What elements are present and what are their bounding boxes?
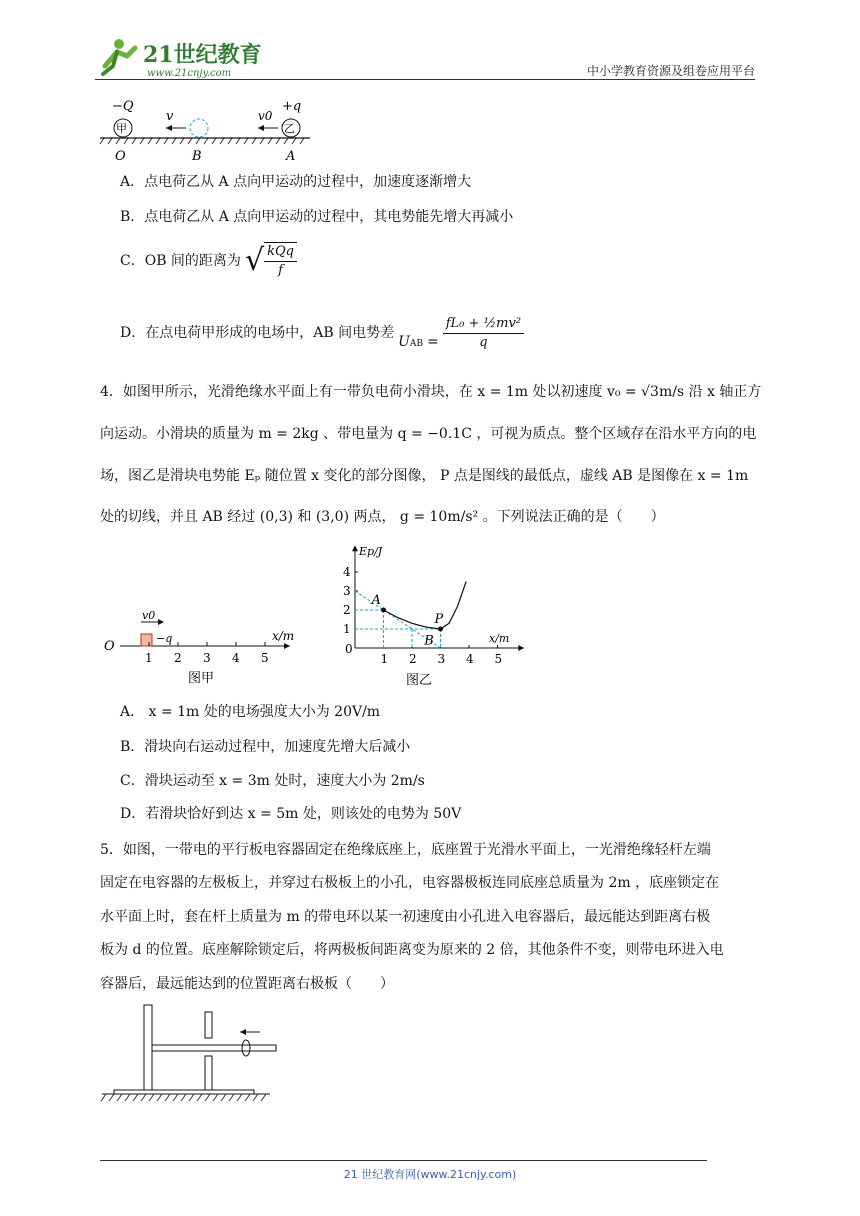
fraction-numerator: fL₀ + ½mv² — [443, 315, 524, 334]
ground-hatch — [133, 1094, 138, 1101]
label-x: x/m — [272, 629, 295, 643]
ground-hatch — [237, 1094, 242, 1101]
ground-hatch — [141, 1094, 146, 1101]
charge-dashed — [190, 119, 208, 137]
ground-hatch — [229, 1094, 234, 1101]
logo-title: 21世纪教育 — [143, 42, 262, 68]
tick-label: 2 — [174, 651, 182, 665]
ground-hatch — [261, 1094, 266, 1101]
runner-logo-icon — [103, 39, 135, 74]
ground-hatch — [221, 1094, 226, 1101]
x-tick-label: 1 — [380, 652, 389, 666]
x-axis-arrow-icon — [518, 645, 524, 651]
q4-line-3: 场，图乙是滑块电势能 Eₚ 随位置 x 变化的部分图像， P 点是图线的最低点，虚线 AB 是图像在 x = 1m — [100, 468, 749, 484]
label-b: B — [424, 633, 434, 649]
ground-hatch — [125, 1094, 130, 1101]
q4-line-2: 向运动。小滑块的质量为 m = 2kg 、带电量为 q = −0.1C ，可视为质点。整个区域存在沿水平方向的电 — [100, 426, 757, 442]
fraction-numerator: kQq — [264, 243, 297, 262]
q3-option-a: A．点电荷乙从 A 点向甲运动的过程中，加速度逐渐增大 — [120, 174, 472, 190]
right-plate-upper — [205, 1012, 212, 1038]
q4-option-c: C．滑块运动至 x = 3m 处时，速度大小为 2m/s — [120, 773, 425, 789]
q3-option-b: B．点电荷乙从 A 点向甲运动的过程中，其电势能先增大再减小 — [120, 209, 514, 225]
sqrt-icon: √ — [244, 243, 265, 278]
potential-difference-subscript: AB — [409, 339, 424, 349]
ground-hatch — [253, 1094, 258, 1101]
ground-hatch — [189, 1094, 194, 1101]
label-p: P — [434, 612, 444, 627]
label-v0: v0 — [258, 109, 273, 123]
q4-option-d: D．若滑块恰好到达 x = 5m 处，则该处的电势为 50V — [120, 806, 462, 822]
ground-hatch — [117, 1094, 122, 1101]
q5-line-5: 容器后，最远能达到的位置距离右极板（ ） — [100, 976, 394, 992]
logo-url: www.21cnjy.com — [147, 68, 232, 79]
tick-label: 3 — [203, 651, 211, 665]
caption-jia: 图甲 — [188, 671, 215, 686]
y-tick-label: 4 — [343, 565, 351, 579]
left-plate — [144, 1005, 152, 1090]
label-v0: v0 — [142, 609, 156, 622]
label-O: O — [115, 149, 126, 164]
figure-yi-chart — [325, 540, 535, 694]
q5-line-4: 板为 d 的位置。底座解除锁定后，将两极板间距离变为原来的 2 倍，其他条件不变，则带电环进入电 — [100, 942, 724, 958]
q5-line-2: 固定在电容器的左极板上，并穿过右极板上的小孔，电容器极板连同底座总质量为 2m ，底座锁定在 — [100, 875, 720, 891]
y-tick-label: 1 — [343, 622, 351, 636]
figure-q5-capacitor — [100, 1000, 300, 1114]
q3-option-c — [120, 242, 297, 280]
figure-jia — [100, 600, 310, 694]
footer-divider — [100, 1160, 707, 1161]
x-tick-label: 4 — [466, 652, 474, 666]
q4-line-4: 处的切线，并且 AB 经过 (0,3) 和 (3,0) 两点， g = 10m/s² 。下列说法正确的是（ ） — [100, 509, 665, 525]
ground-hatch — [245, 1094, 250, 1101]
platform-name: 中小学教育资源及组卷应用平台 — [586, 64, 755, 78]
right-plate-lower — [205, 1056, 212, 1090]
y-axis-arrow-icon — [352, 545, 358, 551]
point-p — [438, 627, 443, 632]
x-axis-label: x/m — [488, 632, 510, 645]
fraction-denominator: f — [278, 263, 283, 278]
q3-option-d-label: D．在点电荷甲形成的电场中，AB 间电势差 — [120, 325, 395, 341]
figure-q3 — [98, 98, 328, 170]
tick-label: 1 — [145, 651, 153, 665]
label-B: B — [192, 149, 202, 164]
tick-label: 5 — [261, 651, 269, 665]
tick-label: 4 — [232, 651, 240, 665]
q3-option-d — [120, 312, 524, 354]
point-a — [381, 608, 386, 613]
q3-option-d-fraction — [443, 315, 524, 352]
y-axis-label: Ep/J — [359, 545, 383, 559]
x-tick-label: 5 — [494, 652, 503, 666]
y-tick-label: 2 — [343, 603, 351, 617]
label-q: −q — [156, 632, 173, 645]
charged-ring — [242, 1040, 250, 1056]
ground-hatch — [165, 1094, 170, 1101]
label-a: A — [371, 593, 381, 608]
ground-hatch — [109, 1094, 114, 1101]
label-A: A — [286, 149, 296, 164]
ground-hatch — [173, 1094, 178, 1101]
insulating-rod — [152, 1045, 276, 1051]
equals-sign: = — [427, 334, 439, 350]
origin-label: 0 — [345, 642, 353, 656]
footer-text[interactable]: 21 世纪教育网(www.21cnjy.com) — [343, 1168, 517, 1181]
x-tick-label: 3 — [437, 652, 446, 666]
q3-option-c-label: C．OB 间的距离为 — [120, 253, 241, 269]
label-negQ: −Q — [112, 99, 134, 114]
x-tick-label: 2 — [409, 652, 417, 666]
ep-curve — [384, 582, 467, 630]
base — [114, 1090, 254, 1094]
header-divider — [95, 79, 755, 80]
q3-option-c-fraction — [264, 242, 297, 280]
ground-hatch — [101, 1094, 106, 1101]
q4-option-a: A． x = 1m 处的电场强度大小为 20V/m — [120, 704, 381, 720]
y-tick-label: 3 — [343, 584, 351, 598]
label-O: O — [104, 639, 115, 654]
fraction-denominator: q — [479, 334, 488, 350]
q5-line-3: 水平面上时，套在杆上质量为 m 的带电环以某一初速度由小孔进入电容器后，最远能达到距离右极 — [100, 909, 711, 925]
ground-hatch — [197, 1094, 202, 1101]
slider-block — [141, 634, 152, 646]
label-posq: +q — [282, 99, 302, 114]
site-logo — [95, 36, 265, 80]
ground-hatch — [205, 1094, 210, 1101]
ground-hatch — [213, 1094, 218, 1101]
caption-yi: 图乙 — [406, 673, 433, 688]
label-v: v — [166, 109, 174, 124]
ground-hatch — [181, 1094, 186, 1101]
label-yi: 乙 — [284, 122, 295, 135]
q4-option-b: B．滑块向右运动过程中，加速度先增大后减小 — [120, 739, 411, 755]
potential-difference-symbol: U — [398, 334, 410, 350]
ground-hatch — [157, 1094, 162, 1101]
q5-line-1: 5．如图，一带电的平行板电容器固定在绝缘底座上，底座置于光滑水平面上，一光滑绝缘轻杆左端 — [100, 842, 711, 858]
q4-line-1: 4．如图甲所示，光滑绝缘水平面上有一带负电荷小滑块，在 x = 1m 处以初速度 v₀ = √3m/s 沿 x 轴正方 — [100, 384, 762, 400]
label-jia: 甲 — [116, 122, 127, 135]
ground-hatch — [149, 1094, 154, 1101]
